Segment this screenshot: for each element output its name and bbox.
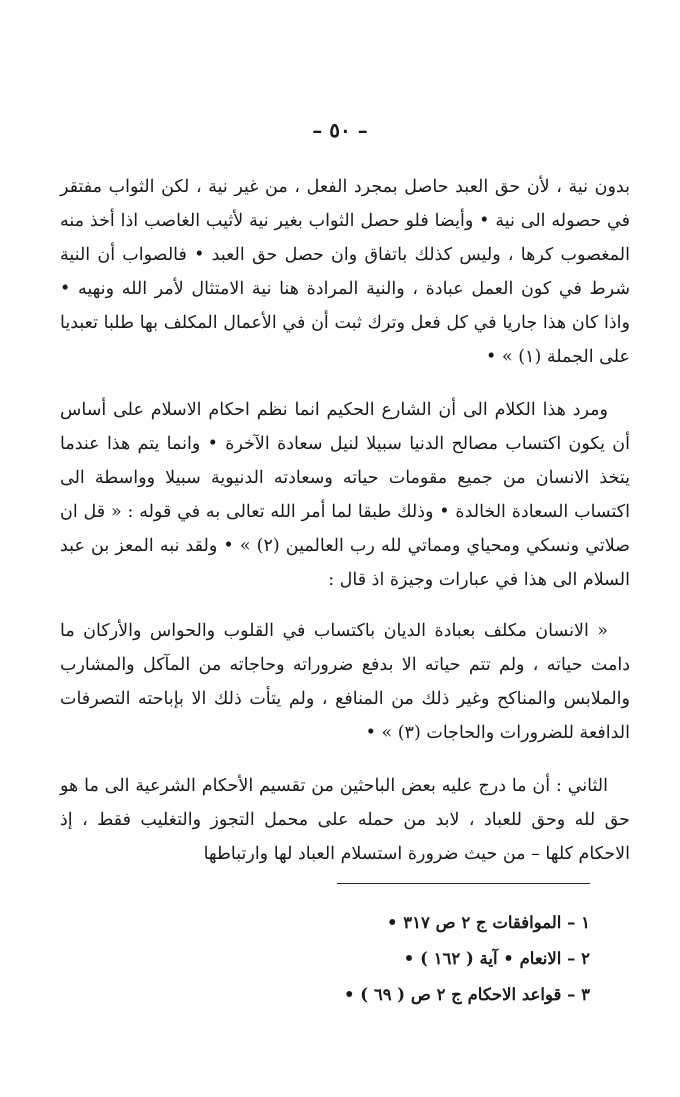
footnote-1: ١ – الموافقات ج ٢ ص ٣١٧ • xyxy=(386,913,590,932)
paragraph-text: ومرد هذا الكلام الى أن الشارع الحكيم انما نظم احكام الاسلام على أساس أن يكون اكتساب مصالح الدنيا سبيلا لنيل سعادة الآخرة • وانما يتم هذا عندما يتخذ الانسان من جميع مقومات حياته وسعادته الدنيوية سبيلا وواسطة الى اكتساب السعادة الخالدة • وذلك طبقا لما أمر الله تعالى به في قوله : « قل ان صلاتي ونسكي ومحياي ومماتي لله رب العالمين (٢) » • ولقد نبه المعز بن عبد السلام الى هذا في عبارات وجيزة اذ قال : xyxy=(60,400,630,590)
footnote-3: ٣ – قواعد الاحكام ج ٢ ص ( ٦٩ ) • xyxy=(343,985,590,1004)
paragraph-second-point xyxy=(60,769,630,871)
footnotes-list xyxy=(200,905,590,1013)
paragraph-quotation xyxy=(60,614,630,750)
paragraph-continuation xyxy=(60,170,630,374)
footnote-2: ٢ – الانعام • آية ( ١٦٢ ) • xyxy=(403,949,590,968)
paragraph-text: « الانسان مكلف بعبادة الديان باكتساب في القلوب والحواس والأركان ما دامت حياته ، ولم تتم حياته الا بدفع ضروراته وحاجاته من المآكل والمشارب والملابس والمناكح وغير ذلك من المنافع ، ولم يتأت ذلك الا بإباحته التصرفات الدافعة للضرورات والحاجات (٣) » • xyxy=(60,621,630,743)
page-number: – ٥٠ – xyxy=(312,118,368,142)
footnote-divider xyxy=(337,883,590,884)
paragraph-text: الثاني : أن ما درج عليه بعض الباحثين من تقسيم الأحكام الشرعية الى ما هو حق لله وحق للعباد ، لابد من حمله على محمل التجوز والتغليب فقط ، إذ الاحكام كلها – من حيث ضرورة استسلام العباد لها وارتباطها xyxy=(60,776,630,864)
paragraph-sharia-basis xyxy=(60,393,630,597)
paragraph-text: بدون نية ، لأن حق العبد حاصل بمجرد الفعل ، من غير نية ، لكن الثواب مفتقر في حصوله الى نية • وأيضا فلو حصل الثواب بغير نية لأثيب الغاصب اذا أخذ منه المغصوب كرها ، وليس كذلك باتفاق وان حصل حق العبد • فالصواب أن النية شرط في كون العمل عبادة ، والنية المرادة هنا نية الامتثال لأمر الله ونهيه • واذا كان هذا جاريا في كل فعل وترك ثبت أن في الأعمال المكلف بها طلبا تعبديا على الجملة (١) » • xyxy=(60,177,630,367)
